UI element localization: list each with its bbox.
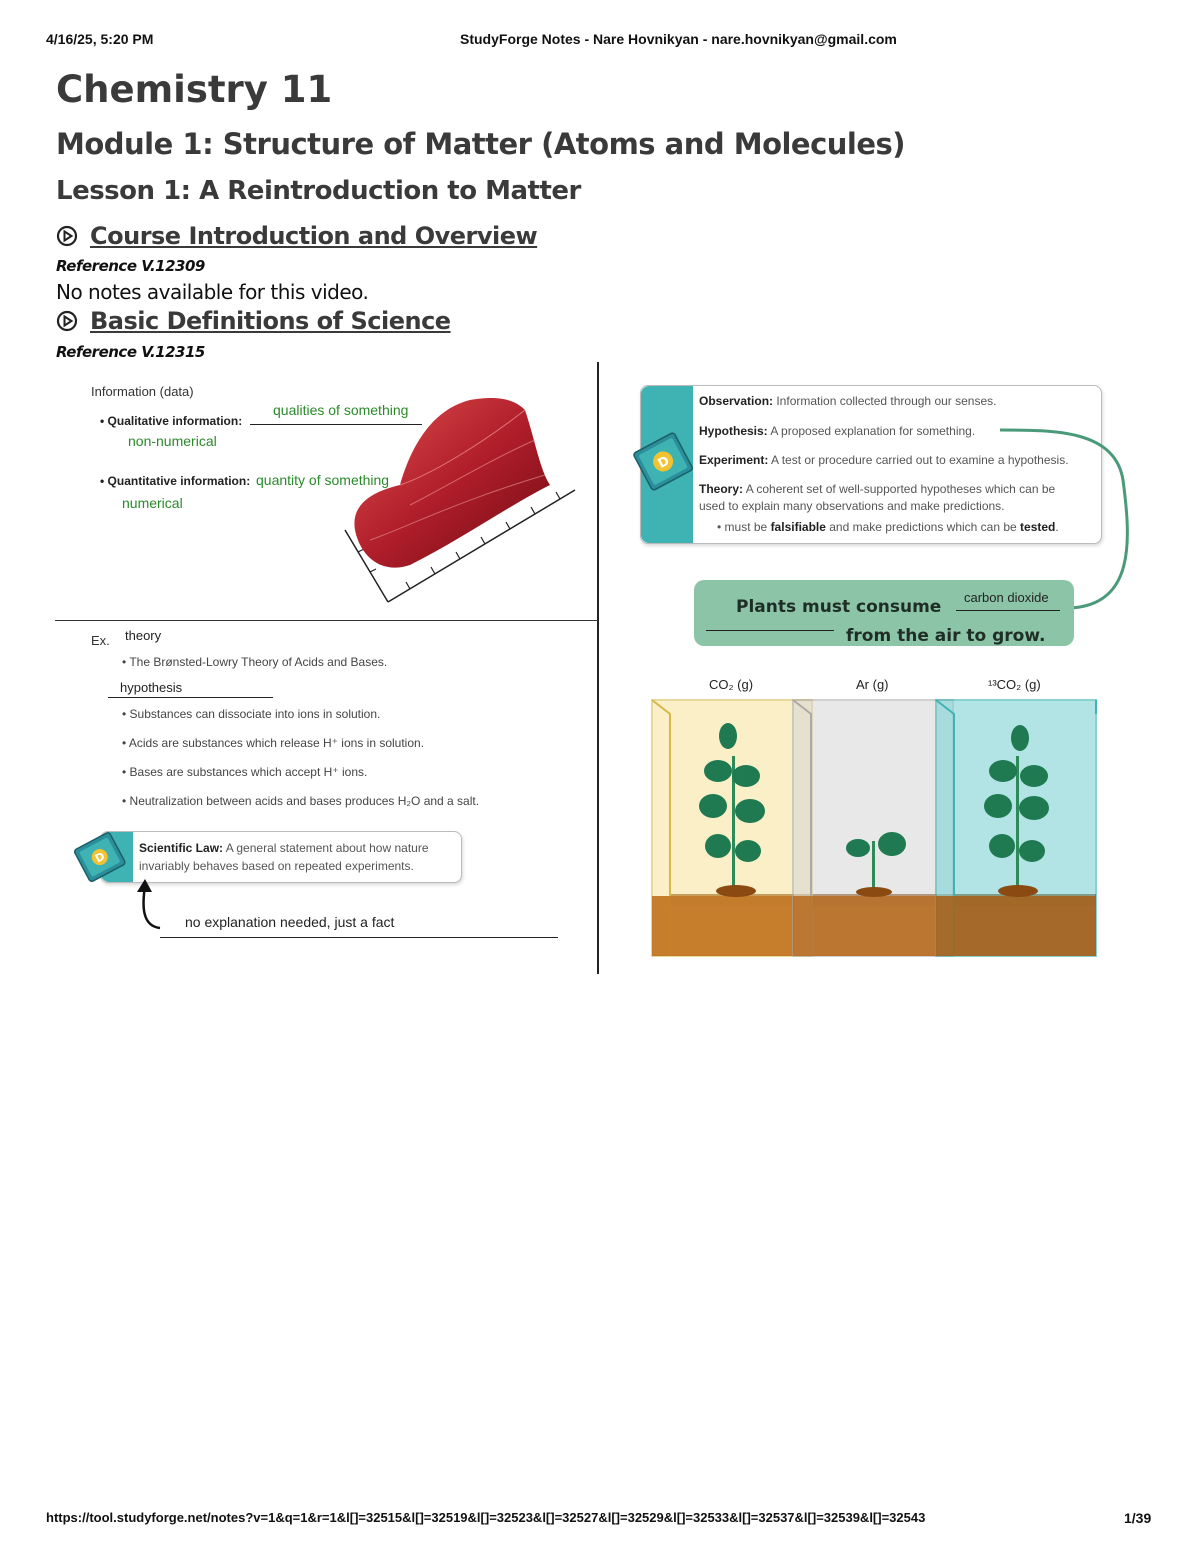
play-circle-icon [56, 225, 78, 247]
hypothesis-example: • Acids are substances which release H⁺ ions in solution. [122, 736, 425, 750]
law-text: A general statement about how nature [223, 841, 429, 855]
video-link-basic-definitions[interactable] [56, 307, 451, 335]
blank-line [706, 630, 834, 631]
definition-text: A proposed explanation for something. [767, 424, 976, 438]
video-reference: Reference V.12315 [56, 343, 205, 361]
info-title: Information (data) [91, 384, 194, 399]
svg-text:D: D [92, 849, 108, 866]
law-note-underline [160, 937, 558, 938]
qualitative-label: • Qualitative information: [100, 414, 243, 428]
plant-jars-illustration [648, 696, 1100, 960]
video-title: Basic Definitions of Science [90, 307, 451, 335]
svg-text:D: D [655, 453, 673, 472]
law-term: Scientific Law: [139, 841, 224, 855]
course-title: Chemistry 11 [56, 68, 333, 111]
qualitative-note: qualities of something [273, 402, 409, 418]
hypothesis-line2: from the air to grow. [846, 626, 1046, 646]
bullet-text: and make predictions which can be [825, 520, 1021, 534]
no-notes-text: No notes available for this video. [56, 280, 369, 304]
hypothesis-box [694, 580, 1074, 646]
lesson-title: Lesson 1: A Reintroduction to Matter [56, 176, 581, 206]
hypothesis-example: • Bases are substances which accept H⁺ ions. [122, 765, 368, 779]
quantitative-note: quantity of something [256, 472, 390, 488]
law-text: invariably behaves based on repeated experiments. [139, 859, 414, 873]
bullet-text: . [1055, 520, 1059, 534]
observation-definition [699, 394, 996, 408]
book-icon [74, 830, 130, 884]
bullet-bold: tested [1020, 520, 1056, 534]
video-link-course-intro[interactable] [56, 222, 537, 250]
theory-example: • The Brønsted-Lowry Theory of Acids and Bases. [122, 655, 388, 669]
play-circle-icon [56, 310, 78, 332]
surface-plot-illustration [340, 390, 580, 610]
definition-text: used to explain many observations and make predictions. [699, 499, 1005, 513]
qualitative-note: non-numerical [128, 433, 217, 449]
law-definition [139, 841, 429, 855]
print-title: StudyForge Notes - Nare Hovnikyan - nare.hovnikyan@gmail.com [460, 31, 897, 47]
definition-text: Information collected through our senses. [773, 394, 997, 408]
example-label: Ex. [91, 633, 110, 648]
term: Observation: [699, 394, 774, 408]
bullet-bold: falsifiable [770, 520, 826, 534]
module-title: Module 1: Structure of Matter (Atoms and Molecules) [56, 127, 906, 161]
hypothesis-example: • Substances can dissociate into ions in solution. [122, 707, 381, 721]
book-icon [632, 430, 696, 492]
hypothesis-definition [699, 424, 975, 438]
vertical-divider [597, 362, 599, 974]
quantitative-label: • Quantitative information: [100, 474, 251, 488]
hypothesis-example: • Neutralization between acids and bases produces H₂O and a salt. [122, 794, 480, 808]
jar-label: Ar (g) [856, 677, 889, 692]
arrow-up-icon [132, 876, 172, 932]
law-note: no explanation needed, just a fact [185, 914, 395, 930]
term: Hypothesis: [699, 424, 768, 438]
carbon-dioxide-note: carbon dioxide [964, 590, 1049, 605]
print-datetime: 4/16/25, 5:20 PM [46, 31, 154, 47]
video-reference: Reference V.12309 [56, 257, 205, 275]
hypothesis-line1: Plants must consume [736, 597, 942, 617]
definition-text: A test or procedure carried out to examine a hypothesis. [768, 453, 1069, 467]
definition-text: A coherent set of well-supported hypotheses which can be [743, 482, 1056, 496]
argon-jar [793, 700, 953, 956]
video-title: Course Introduction and Overview [90, 222, 538, 250]
horizontal-divider [55, 620, 598, 621]
quantitative-note: numerical [122, 495, 183, 511]
page-number: 1/39 [1124, 1510, 1152, 1526]
hypothesis-underline [108, 697, 273, 698]
hypothesis-note: hypothesis [120, 680, 183, 695]
bullet-text: • must be [717, 520, 771, 534]
jar-label: CO₂ (g) [709, 677, 754, 692]
jar-label: ¹³CO₂ (g) [988, 677, 1041, 692]
blank-line [956, 610, 1060, 611]
term: Experiment: [699, 453, 769, 467]
term: Theory: [699, 482, 744, 496]
print-url: https://tool.studyforge.net/notes?v=1&q=1&r=1&l[]=32515&l[]=32519&l[]=32523&l[]=32527&l[]=32529&l[]=32533&l[]=32537&l[]=32539&l[]=32543 [46, 1510, 926, 1525]
theory-note: theory [125, 628, 162, 643]
